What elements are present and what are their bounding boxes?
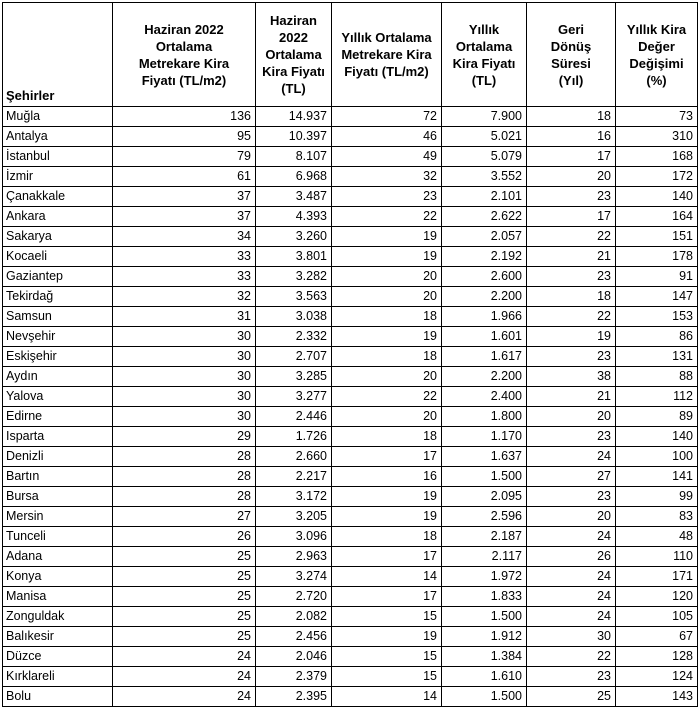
cell-annual-sqm-rent: 72 [332, 107, 442, 127]
cell-annual-avg-rent: 2.596 [442, 507, 527, 527]
cell-june-sqm-rent: 24 [113, 647, 256, 667]
cell-city: Balıkesir [3, 627, 113, 647]
cell-annual-change: 73 [616, 107, 698, 127]
header-row [3, 3, 698, 107]
cell-june-avg-rent: 2.046 [256, 647, 332, 667]
cell-june-avg-rent: 6.968 [256, 167, 332, 187]
cell-city: Düzce [3, 647, 113, 667]
cell-annual-avg-rent: 1.500 [442, 467, 527, 487]
cell-annual-avg-rent: 1.912 [442, 627, 527, 647]
table-row [3, 487, 698, 507]
cell-annual-change: 141 [616, 467, 698, 487]
table-row [3, 347, 698, 367]
cell-annual-change: 91 [616, 267, 698, 287]
cell-june-avg-rent: 2.332 [256, 327, 332, 347]
cell-annual-change: 48 [616, 527, 698, 547]
cell-city: Adana [3, 547, 113, 567]
cell-june-avg-rent: 2.720 [256, 587, 332, 607]
cell-june-avg-rent: 10.397 [256, 127, 332, 147]
table-row [3, 647, 698, 667]
table-row [3, 427, 698, 447]
header-annual-avg-rent: Yıllık Ortalama Kira Fiyatı (TL) [442, 3, 527, 107]
cell-annual-change: 112 [616, 387, 698, 407]
cell-june-avg-rent: 3.563 [256, 287, 332, 307]
cell-payback-years: 23 [527, 667, 616, 687]
cell-annual-change: 105 [616, 607, 698, 627]
cell-june-avg-rent: 14.937 [256, 107, 332, 127]
cell-annual-change: 171 [616, 567, 698, 587]
cell-june-avg-rent: 3.285 [256, 367, 332, 387]
cell-payback-years: 23 [527, 187, 616, 207]
cell-june-avg-rent: 2.082 [256, 607, 332, 627]
cell-annual-sqm-rent: 32 [332, 167, 442, 187]
table-row [3, 547, 698, 567]
cell-annual-avg-rent: 1.800 [442, 407, 527, 427]
cell-payback-years: 22 [527, 647, 616, 667]
table-row [3, 367, 698, 387]
cell-city: Tunceli [3, 527, 113, 547]
cell-annual-sqm-rent: 46 [332, 127, 442, 147]
cell-payback-years: 24 [527, 527, 616, 547]
cell-june-avg-rent: 8.107 [256, 147, 332, 167]
cell-annual-change: 151 [616, 227, 698, 247]
cell-city: Aydın [3, 367, 113, 387]
cell-annual-sqm-rent: 14 [332, 687, 442, 707]
table-row [3, 667, 698, 687]
table-row [3, 107, 698, 127]
table-row [3, 207, 698, 227]
cell-june-avg-rent: 3.282 [256, 267, 332, 287]
cell-june-sqm-rent: 27 [113, 507, 256, 527]
cell-june-sqm-rent: 29 [113, 427, 256, 447]
cell-annual-avg-rent: 2.117 [442, 547, 527, 567]
cell-city: Mersin [3, 507, 113, 527]
cell-annual-change: 143 [616, 687, 698, 707]
cell-june-sqm-rent: 28 [113, 487, 256, 507]
table-row [3, 467, 698, 487]
cell-june-sqm-rent: 32 [113, 287, 256, 307]
cell-payback-years: 30 [527, 627, 616, 647]
cell-payback-years: 24 [527, 587, 616, 607]
cell-june-sqm-rent: 30 [113, 367, 256, 387]
cell-annual-sqm-rent: 18 [332, 427, 442, 447]
cell-payback-years: 24 [527, 447, 616, 467]
rent-table [2, 2, 698, 707]
cell-annual-sqm-rent: 17 [332, 547, 442, 567]
cell-city: Manisa [3, 587, 113, 607]
table-row [3, 607, 698, 627]
cell-june-sqm-rent: 33 [113, 267, 256, 287]
cell-annual-change: 172 [616, 167, 698, 187]
cell-annual-avg-rent: 2.187 [442, 527, 527, 547]
cell-june-avg-rent: 3.038 [256, 307, 332, 327]
cell-june-avg-rent: 3.801 [256, 247, 332, 267]
cell-annual-sqm-rent: 20 [332, 267, 442, 287]
cell-city: Antalya [3, 127, 113, 147]
cell-city: Edirne [3, 407, 113, 427]
table-row [3, 527, 698, 547]
header-annual-change: Yıllık Kira Değer Değişimi (%) [616, 3, 698, 107]
cell-annual-avg-rent: 2.200 [442, 287, 527, 307]
cell-june-sqm-rent: 136 [113, 107, 256, 127]
table-row [3, 187, 698, 207]
cell-june-avg-rent: 2.395 [256, 687, 332, 707]
table-row [3, 627, 698, 647]
cell-city: Bartın [3, 467, 113, 487]
cell-annual-avg-rent: 2.192 [442, 247, 527, 267]
cell-june-avg-rent: 2.379 [256, 667, 332, 687]
cell-annual-sqm-rent: 20 [332, 407, 442, 427]
cell-june-sqm-rent: 37 [113, 187, 256, 207]
cell-city: Yalova [3, 387, 113, 407]
cell-annual-change: 153 [616, 307, 698, 327]
cell-payback-years: 21 [527, 247, 616, 267]
cell-annual-sqm-rent: 19 [332, 247, 442, 267]
cell-annual-avg-rent: 2.600 [442, 267, 527, 287]
header-payback-years: Geri Dönüş Süresi (Yıl) [527, 3, 616, 107]
cell-payback-years: 22 [527, 307, 616, 327]
cell-payback-years: 23 [527, 487, 616, 507]
table-header [3, 3, 698, 107]
cell-june-sqm-rent: 95 [113, 127, 256, 147]
table-row [3, 447, 698, 467]
cell-payback-years: 17 [527, 207, 616, 227]
cell-payback-years: 24 [527, 607, 616, 627]
cell-annual-avg-rent: 5.079 [442, 147, 527, 167]
cell-annual-avg-rent: 1.170 [442, 427, 527, 447]
cell-annual-change: 131 [616, 347, 698, 367]
cell-june-sqm-rent: 25 [113, 627, 256, 647]
cell-annual-avg-rent: 2.622 [442, 207, 527, 227]
cell-city: İzmir [3, 167, 113, 187]
cell-june-sqm-rent: 31 [113, 307, 256, 327]
cell-annual-avg-rent: 1.617 [442, 347, 527, 367]
cell-annual-change: 83 [616, 507, 698, 527]
cell-annual-change: 147 [616, 287, 698, 307]
cell-june-avg-rent: 2.217 [256, 467, 332, 487]
cell-payback-years: 20 [527, 507, 616, 527]
cell-annual-sqm-rent: 22 [332, 207, 442, 227]
cell-annual-change: 88 [616, 367, 698, 387]
cell-payback-years: 25 [527, 687, 616, 707]
cell-city: Muğla [3, 107, 113, 127]
cell-june-sqm-rent: 25 [113, 607, 256, 627]
cell-annual-change: 100 [616, 447, 698, 467]
cell-june-sqm-rent: 30 [113, 387, 256, 407]
cell-city: Kırklareli [3, 667, 113, 687]
cell-annual-avg-rent: 1.610 [442, 667, 527, 687]
cell-annual-change: 89 [616, 407, 698, 427]
cell-annual-avg-rent: 2.400 [442, 387, 527, 407]
cell-june-avg-rent: 3.487 [256, 187, 332, 207]
cell-city: Ankara [3, 207, 113, 227]
cell-june-sqm-rent: 25 [113, 567, 256, 587]
cell-june-avg-rent: 2.707 [256, 347, 332, 367]
cell-city: Bursa [3, 487, 113, 507]
cell-annual-avg-rent: 2.101 [442, 187, 527, 207]
table-row [3, 287, 698, 307]
cell-annual-sqm-rent: 16 [332, 467, 442, 487]
cell-annual-avg-rent: 1.637 [442, 447, 527, 467]
table-row [3, 127, 698, 147]
cell-june-avg-rent: 2.660 [256, 447, 332, 467]
cell-city: Çanakkale [3, 187, 113, 207]
cell-june-sqm-rent: 28 [113, 447, 256, 467]
cell-annual-sqm-rent: 22 [332, 387, 442, 407]
cell-annual-sqm-rent: 19 [332, 227, 442, 247]
cell-payback-years: 22 [527, 227, 616, 247]
header-june-avg-rent: Haziran 2022 Ortalama Kira Fiyatı (TL) [256, 3, 332, 107]
cell-june-sqm-rent: 79 [113, 147, 256, 167]
cell-annual-change: 120 [616, 587, 698, 607]
cell-june-sqm-rent: 26 [113, 527, 256, 547]
cell-annual-sqm-rent: 15 [332, 607, 442, 627]
cell-annual-change: 86 [616, 327, 698, 347]
cell-city: Kocaeli [3, 247, 113, 267]
cell-city: Zonguldak [3, 607, 113, 627]
cell-june-sqm-rent: 28 [113, 467, 256, 487]
cell-annual-avg-rent: 2.200 [442, 367, 527, 387]
cell-annual-avg-rent: 1.601 [442, 327, 527, 347]
cell-june-avg-rent: 3.096 [256, 527, 332, 547]
table-row [3, 267, 698, 287]
cell-june-avg-rent: 3.277 [256, 387, 332, 407]
cell-annual-sqm-rent: 18 [332, 347, 442, 367]
cell-annual-sqm-rent: 18 [332, 307, 442, 327]
cell-june-sqm-rent: 25 [113, 547, 256, 567]
table-row [3, 227, 698, 247]
cell-payback-years: 19 [527, 327, 616, 347]
cell-payback-years: 17 [527, 147, 616, 167]
cell-june-sqm-rent: 24 [113, 687, 256, 707]
cell-annual-avg-rent: 1.966 [442, 307, 527, 327]
cell-annual-avg-rent: 1.500 [442, 607, 527, 627]
cell-annual-change: 124 [616, 667, 698, 687]
cell-annual-avg-rent: 5.021 [442, 127, 527, 147]
cell-city: Samsun [3, 307, 113, 327]
cell-annual-avg-rent: 1.384 [442, 647, 527, 667]
cell-annual-sqm-rent: 19 [332, 487, 442, 507]
table-row [3, 147, 698, 167]
cell-annual-avg-rent: 1.833 [442, 587, 527, 607]
cell-june-avg-rent: 2.456 [256, 627, 332, 647]
cell-payback-years: 21 [527, 387, 616, 407]
cell-june-avg-rent: 2.963 [256, 547, 332, 567]
cell-annual-sqm-rent: 20 [332, 287, 442, 307]
cell-payback-years: 38 [527, 367, 616, 387]
table-row [3, 687, 698, 707]
cell-city: Bolu [3, 687, 113, 707]
table-body [3, 107, 698, 707]
cell-annual-change: 310 [616, 127, 698, 147]
cell-payback-years: 18 [527, 107, 616, 127]
cell-annual-sqm-rent: 19 [332, 507, 442, 527]
cell-payback-years: 16 [527, 127, 616, 147]
cell-payback-years: 26 [527, 547, 616, 567]
cell-payback-years: 24 [527, 567, 616, 587]
table-row [3, 307, 698, 327]
cell-city: Eskişehir [3, 347, 113, 367]
cell-annual-change: 128 [616, 647, 698, 667]
header-june-sqm-rent: Haziran 2022 Ortalama Metrekare Kira Fiyatı (TL/m2) [113, 3, 256, 107]
cell-annual-sqm-rent: 20 [332, 367, 442, 387]
cell-payback-years: 27 [527, 467, 616, 487]
cell-june-sqm-rent: 24 [113, 667, 256, 687]
cell-annual-change: 110 [616, 547, 698, 567]
cell-annual-change: 168 [616, 147, 698, 167]
cell-june-sqm-rent: 34 [113, 227, 256, 247]
cell-city: Sakarya [3, 227, 113, 247]
cell-annual-sqm-rent: 19 [332, 327, 442, 347]
table-row [3, 247, 698, 267]
cell-annual-sqm-rent: 17 [332, 447, 442, 467]
cell-annual-sqm-rent: 15 [332, 647, 442, 667]
cell-annual-sqm-rent: 23 [332, 187, 442, 207]
cell-payback-years: 20 [527, 407, 616, 427]
cell-june-avg-rent: 3.274 [256, 567, 332, 587]
cell-annual-change: 140 [616, 187, 698, 207]
cell-payback-years: 18 [527, 287, 616, 307]
cell-city: Denizli [3, 447, 113, 467]
cell-annual-change: 164 [616, 207, 698, 227]
cell-annual-avg-rent: 1.972 [442, 567, 527, 587]
cell-payback-years: 23 [527, 347, 616, 367]
cell-annual-sqm-rent: 19 [332, 627, 442, 647]
cell-june-avg-rent: 3.205 [256, 507, 332, 527]
cell-city: İstanbul [3, 147, 113, 167]
table-row [3, 327, 698, 347]
cell-june-avg-rent: 4.393 [256, 207, 332, 227]
cell-annual-sqm-rent: 14 [332, 567, 442, 587]
cell-annual-avg-rent: 7.900 [442, 107, 527, 127]
cell-annual-sqm-rent: 15 [332, 667, 442, 687]
cell-june-avg-rent: 3.260 [256, 227, 332, 247]
table-row [3, 567, 698, 587]
cell-annual-avg-rent: 2.057 [442, 227, 527, 247]
cell-city: Nevşehir [3, 327, 113, 347]
cell-annual-change: 140 [616, 427, 698, 447]
table-row [3, 507, 698, 527]
cell-june-sqm-rent: 30 [113, 407, 256, 427]
cell-payback-years: 23 [527, 267, 616, 287]
cell-annual-change: 67 [616, 627, 698, 647]
cell-annual-sqm-rent: 18 [332, 527, 442, 547]
cell-annual-avg-rent: 1.500 [442, 687, 527, 707]
cell-city: Konya [3, 567, 113, 587]
cell-city: Tekirdağ [3, 287, 113, 307]
table-row [3, 167, 698, 187]
cell-city: Isparta [3, 427, 113, 447]
cell-payback-years: 23 [527, 427, 616, 447]
cell-june-sqm-rent: 37 [113, 207, 256, 227]
cell-june-sqm-rent: 25 [113, 587, 256, 607]
rent-data-sheet [2, 2, 697, 707]
table-row [3, 587, 698, 607]
header-city: Şehirler [3, 3, 113, 107]
cell-june-avg-rent: 3.172 [256, 487, 332, 507]
header-annual-sqm-rent: Yıllık Ortalama Metrekare Kira Fiyatı (TL/m2) [332, 3, 442, 107]
table-row [3, 407, 698, 427]
cell-june-sqm-rent: 30 [113, 347, 256, 367]
cell-june-sqm-rent: 61 [113, 167, 256, 187]
cell-annual-sqm-rent: 17 [332, 587, 442, 607]
cell-payback-years: 20 [527, 167, 616, 187]
cell-june-avg-rent: 2.446 [256, 407, 332, 427]
table-row [3, 387, 698, 407]
cell-annual-avg-rent: 2.095 [442, 487, 527, 507]
cell-annual-change: 99 [616, 487, 698, 507]
cell-city: Gaziantep [3, 267, 113, 287]
cell-annual-avg-rent: 3.552 [442, 167, 527, 187]
cell-june-sqm-rent: 30 [113, 327, 256, 347]
cell-june-sqm-rent: 33 [113, 247, 256, 267]
cell-june-avg-rent: 1.726 [256, 427, 332, 447]
cell-annual-sqm-rent: 49 [332, 147, 442, 167]
cell-annual-change: 178 [616, 247, 698, 267]
